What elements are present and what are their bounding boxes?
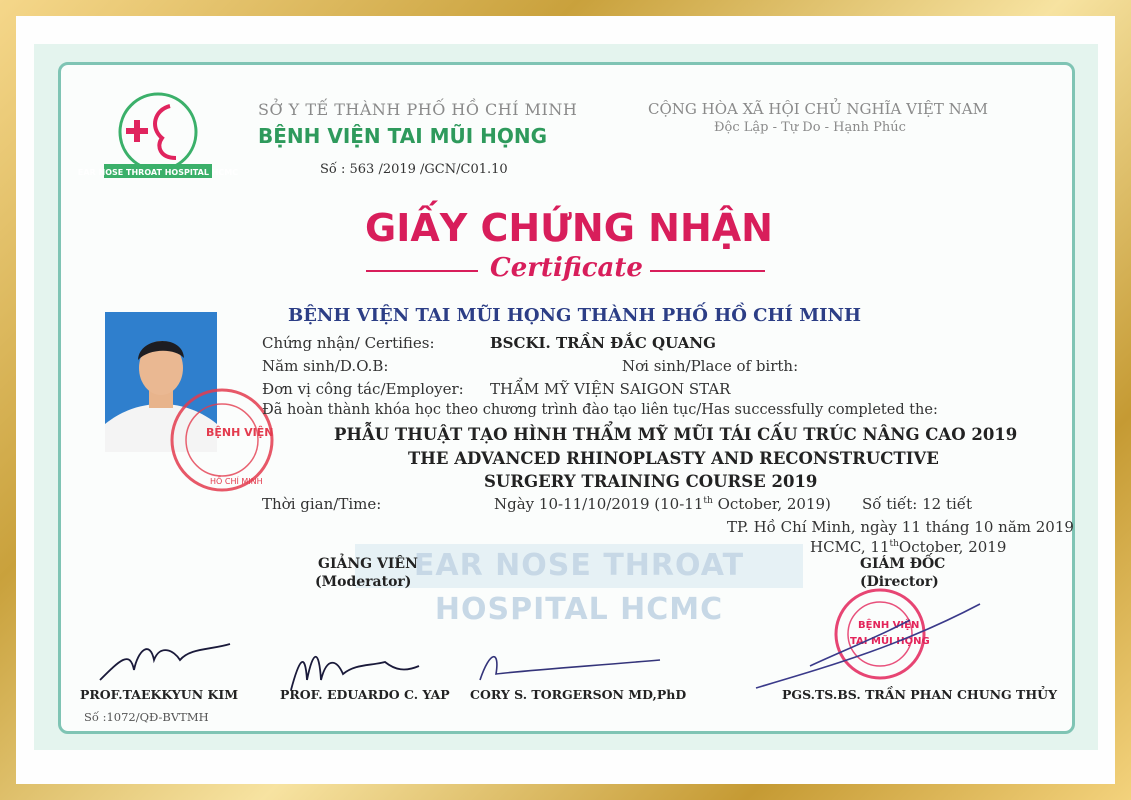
hospital-watermark: EAR NOSE THROAT HOSPITAL HCMC <box>355 544 803 588</box>
employer-label: Đơn vị công tác/Employer: <box>262 380 464 398</box>
moderator-label-vn: GIẢNG VIÊN <box>318 556 418 572</box>
completed-label: Đã hoàn thành khóa học theo chương trình đào tạo liên tục/Has successfully completed the: <box>262 402 938 418</box>
recipient-name: BSCKI. TRẦN ĐẮC QUANG <box>490 334 716 352</box>
title-divider-right <box>650 270 765 272</box>
stamp-left-text: BỆNH VIỆN <box>206 426 274 439</box>
time-label: Thời gian/Time: <box>262 495 382 513</box>
pob-label: Nơi sinh/Place of birth: <box>622 357 799 375</box>
republic-name: CỘNG HÒA XÃ HỘI CHỦ NGHĨA VIỆT NAM <box>648 100 988 118</box>
issuer-name: BỆNH VIỆN TAI MŨI HỌNG THÀNH PHỐ HỒ CHÍ MINH <box>288 305 861 326</box>
course-hours: Số tiết: 12 tiết <box>862 495 973 513</box>
certificate-title: GIẤY CHỨNG NHẬN <box>365 206 773 250</box>
certificate-subtitle: Certificate <box>490 253 643 283</box>
signer-director: PGS.TS.BS. TRẦN PHAN CHUNG THỦY <box>782 687 1057 702</box>
stamp-left-ring: HỒ CHÍ MINH <box>210 477 263 486</box>
director-label-vn: GIÁM ĐỐC <box>860 556 946 572</box>
national-motto: Độc Lập - Tự Do - Hạnh Phúc <box>714 120 906 135</box>
signer-yap: PROF. EDUARDO C. YAP <box>280 687 450 702</box>
director-stamp-text-2: TAI MŨI HỌNG <box>850 636 930 647</box>
issue-date-en: HCMC, 11thOctober, 2019 <box>810 538 1007 556</box>
time-value: Ngày 10-11/10/2019 (10-11th October, 2019) <box>494 495 831 513</box>
logo-caption: EAR NOSE THROAT HOSPITAL HCMC <box>77 168 239 177</box>
course-name-en-1: THE ADVANCED RHINOPLASTY AND RECONSTRUCTIVE <box>408 449 939 468</box>
course-name-vn: PHẪU THUẬT TẠO HÌNH THẨM MỸ MŨI TÁI CẤU TRÚC NÂNG CAO 2019 <box>334 425 1018 444</box>
director-label-en: (Director) <box>860 574 939 590</box>
signature-kim <box>90 630 240 690</box>
signer-kim: PROF.TAEKKYUN KIM <box>80 687 239 702</box>
signature-torgerson <box>470 640 670 690</box>
decision-number: Số :1072/QĐ-BVTMH <box>84 710 209 724</box>
title-divider-left <box>366 270 478 272</box>
signature-director <box>750 596 990 696</box>
certifies-label: Chứng nhận/ Certifies: <box>262 334 435 352</box>
dob-label: Năm sinh/D.O.B: <box>262 357 389 375</box>
hospital-logo <box>77 88 239 184</box>
certificate-number: Số : 563 /2019 /GCN/C01.10 <box>320 162 508 177</box>
department-name: SỞ Y TẾ THÀNH PHỐ HỒ CHÍ MINH <box>258 100 578 119</box>
course-name-en-2: SURGERY TRAINING COURSE 2019 <box>484 472 818 491</box>
signer-torgerson: CORY S. TORGERSON MD,PhD <box>470 687 687 702</box>
hospital-stamp-left <box>160 384 280 496</box>
employer-value: THẨM MỸ VIỆN SAIGON STAR <box>490 380 731 398</box>
director-stamp-text: BỆNH VIỆN <box>858 620 920 631</box>
moderator-label-en: (Moderator) <box>315 574 412 590</box>
hospital-name: BỆNH VIỆN TAI MŨI HỌNG <box>258 124 548 148</box>
issue-date-vn: TP. Hồ Chí Minh, ngày 11 tháng 10 năm 2019 <box>727 518 1074 536</box>
